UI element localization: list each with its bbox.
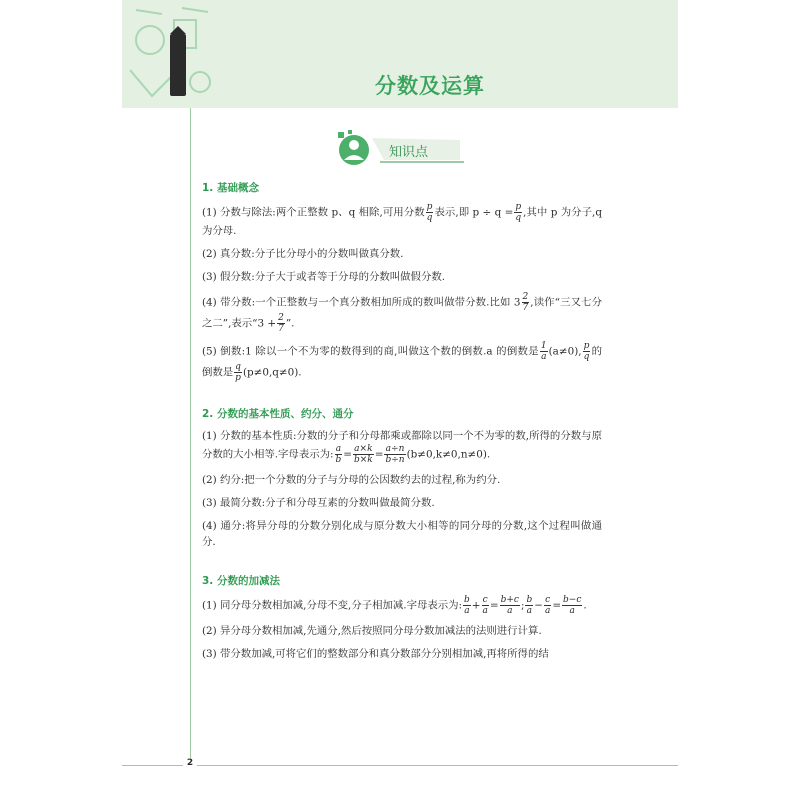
footer-line — [122, 765, 678, 766]
paragraph-text: (4) 带分数:一个正整数与一个真分数相加所成的数叫做带分数.比如 3 — [202, 296, 521, 309]
fraction: $\frac{a}{b}$ — [335, 444, 342, 465]
paragraph-text: 表示,即 p ÷ q = — [434, 206, 514, 219]
fraction: $\frac{b}{a}$ — [526, 595, 533, 616]
fraction: $\frac{c}{a}$ — [482, 595, 488, 616]
paragraph-text: ”. — [285, 317, 295, 330]
paragraph: (2) 真分数:分子比分母小的分数叫做真分数. — [202, 248, 404, 260]
paragraph: (3) 假分数:分子大于或者等于分母的分数叫做假分数. — [202, 271, 446, 283]
paragraph-text: = — [374, 448, 384, 461]
paragraph-text: . — [583, 599, 587, 612]
fraction: $\frac{p}{q}$ — [426, 202, 433, 223]
paragraph-text: (1) 分数与除法:两个正整数 p、q 相除,可用分数 — [202, 206, 425, 219]
paragraph-text: (5) 倒数:1 除以一个不为零的数得到的商,叫做这个数的倒数.a 的倒数是 — [202, 345, 539, 358]
section-heading: 1. 基础概念 — [202, 182, 259, 194]
paragraph-text: (a≠0), — [548, 345, 582, 358]
fraction: $\frac{a\times k}{b\times k}$ — [353, 444, 373, 465]
paragraph: (3) 最简分数:分子和分母互素的分数叫做最简分数. — [202, 497, 435, 509]
paragraph-text: + — [471, 599, 481, 612]
paragraph-text: = — [489, 599, 499, 612]
paragraph: (2) 异分母分数相加减,先通分,然后按照同分母分数加减法的法则进行计算. — [202, 625, 542, 637]
paragraph-text: = — [552, 599, 562, 612]
fraction: $\frac{c}{a}$ — [544, 595, 551, 616]
page-number: 2 — [183, 758, 197, 772]
fraction: $\frac{b-c}{a}$ — [563, 595, 582, 616]
fraction: $\frac{p}{q}$ — [583, 341, 590, 362]
fraction: $\frac{q}{p}$ — [235, 362, 241, 383]
paragraph-text: ,读作“三又七分之二”,表示“3 + — [202, 296, 602, 330]
paragraph — [202, 595, 602, 616]
paragraph — [202, 202, 602, 239]
fraction: $\frac{p}{q}$ — [515, 202, 522, 223]
paragraph-text: (1) 分数的基本性质:分数的分子和分母都乘或都除以同一个不为零的数,所得的分数与原分数的大小相等.字母表示为: — [202, 430, 602, 461]
paragraph: (4) 通分:将异分母的分数分别化成与原分数大小相等的同分母的分数,这个过程叫做通分. — [202, 520, 602, 548]
paragraph — [202, 292, 602, 334]
fraction: $\frac{a\div n}{b\div n}$ — [385, 444, 405, 465]
fraction: $\frac{2}{7}$ — [278, 313, 284, 334]
section-heading: 2. 分数的基本性质、约分、通分 — [202, 408, 354, 420]
paragraph-text: (p≠0,q≠0). — [242, 366, 302, 379]
paragraph-text: − — [534, 599, 543, 612]
paragraph-text: (b≠0,k≠0,n≠0). — [406, 448, 491, 461]
section-label: 知识点 — [389, 145, 429, 160]
section-heading: 3. 分数的加减法 — [202, 575, 280, 587]
fraction: $\frac{2}{7}$ — [522, 292, 529, 313]
paragraph-text: = — [343, 448, 352, 461]
paragraph-text: ,其中 p 为分子,q 为分母. — [202, 206, 603, 237]
fraction: $\frac{b+c}{a}$ — [500, 595, 519, 616]
paragraph-text: 的倒数是 — [202, 345, 603, 379]
fraction: $\frac{1}{a}$ — [540, 341, 547, 362]
paragraph-text: (1) 同分母分数相加减,分母不变,分子相加减.字母表示为: — [202, 599, 463, 612]
fraction: $\frac{b}{a}$ — [464, 595, 470, 616]
chapter-title: 分数及运算 — [375, 74, 485, 98]
margin-line — [190, 108, 191, 768]
chapter-number-icon — [122, 0, 222, 108]
paragraph — [202, 428, 602, 465]
paragraph — [202, 341, 602, 383]
paragraph: (2) 约分:把一个分数的分子与分母的公因数约去的过程,称为约分. — [202, 474, 501, 486]
paragraph: (3) 带分数加减,可将它们的整数部分和真分数部分分别相加减,再将所得的结 — [202, 648, 549, 660]
content-area — [202, 180, 602, 669]
paragraph-text: ; — [520, 599, 525, 612]
